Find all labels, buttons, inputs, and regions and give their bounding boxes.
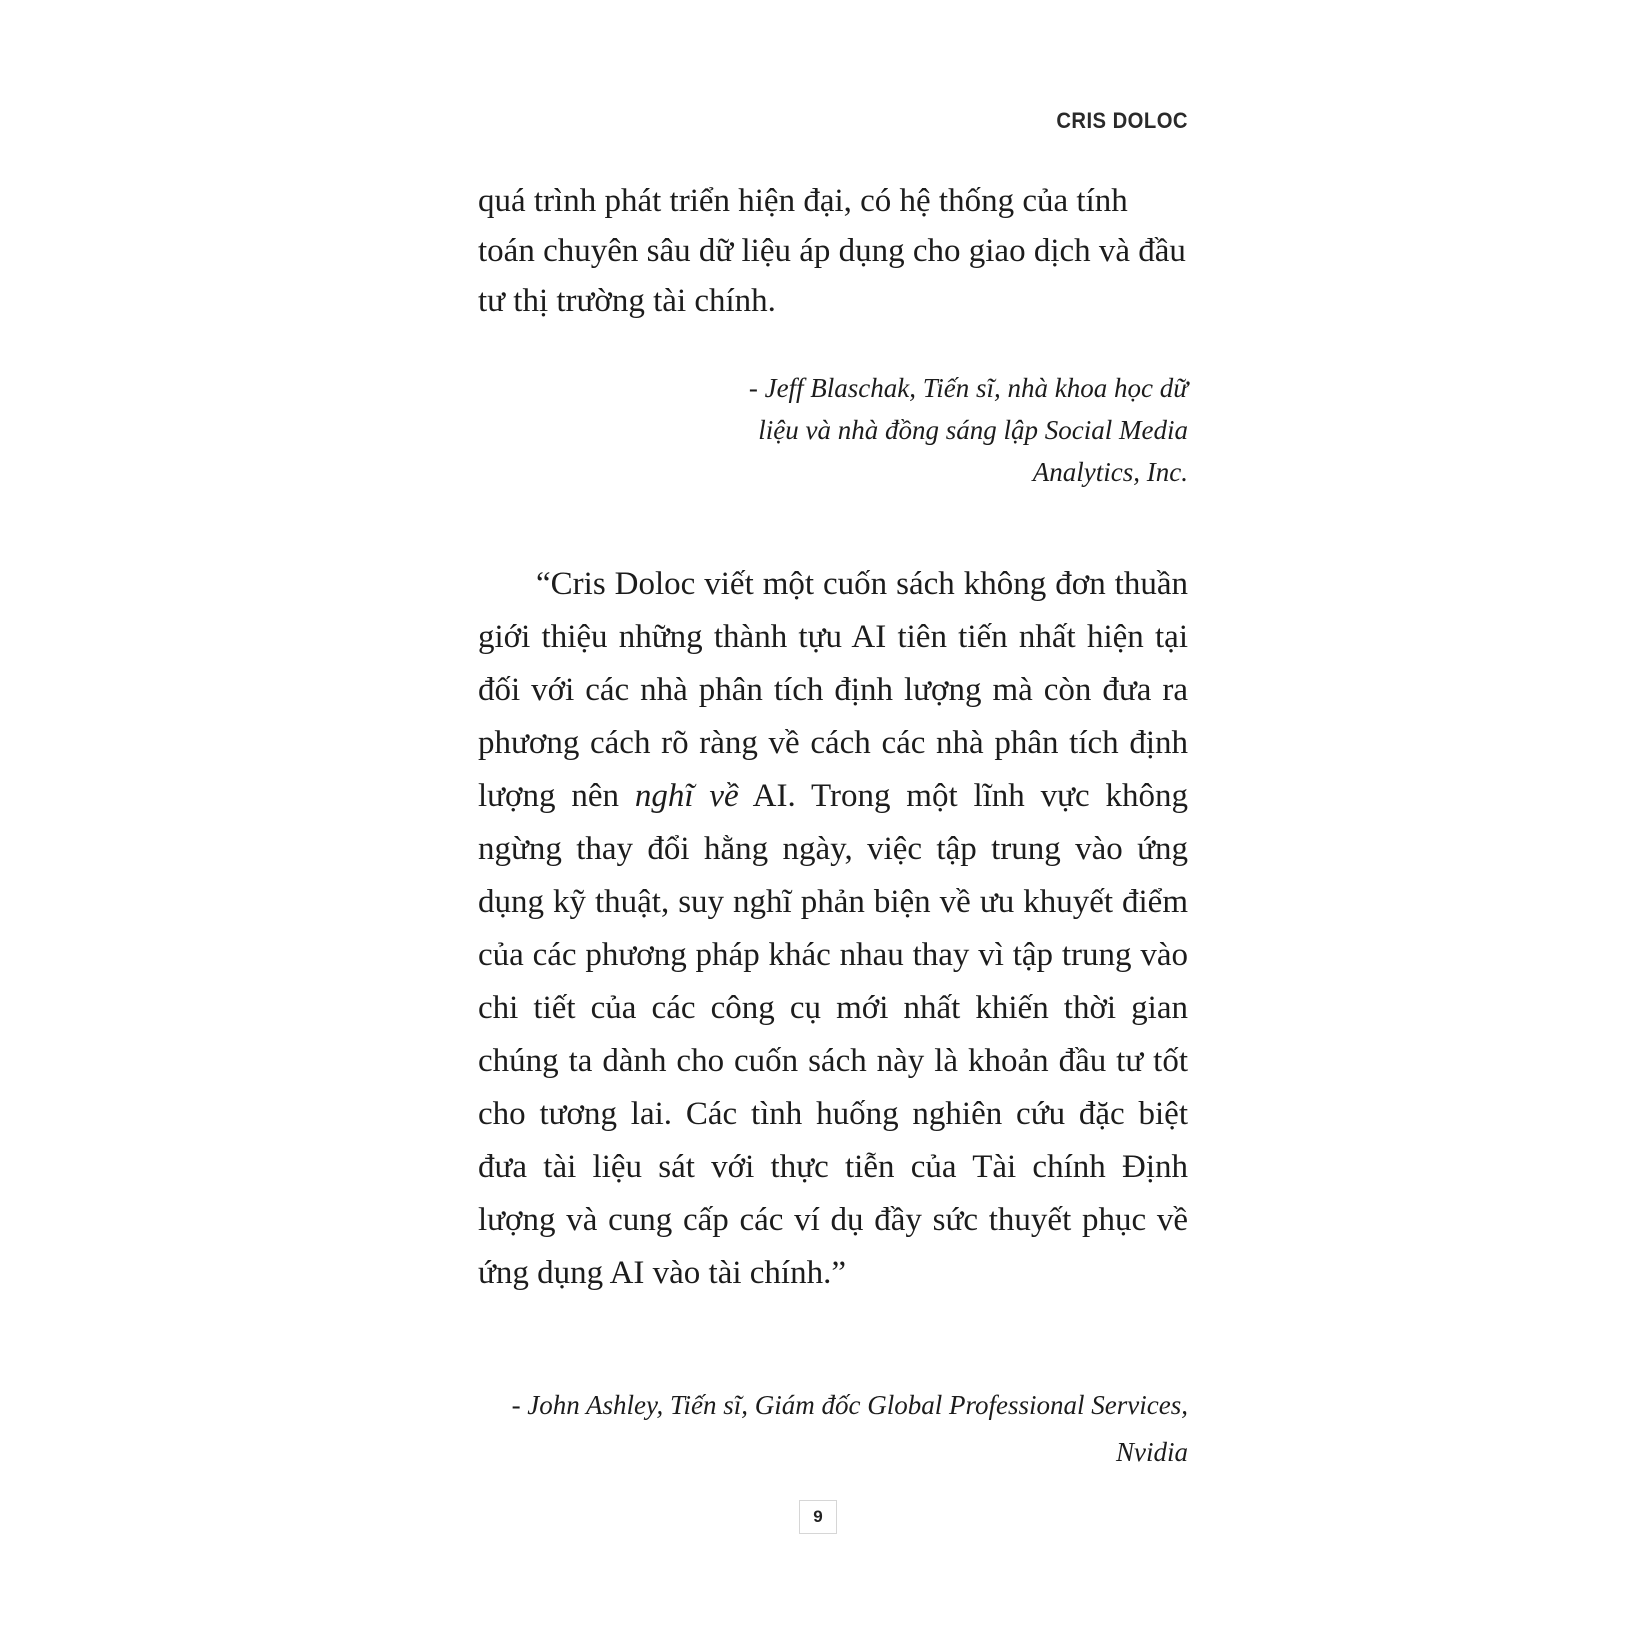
quote-text: “Cris Doloc viết một cuốn sách không đơn thuần giới thiệu những thành tựu AI tiên tiến nhất hiện tại đối với các nhà phân tích định lượng mà còn đưa ra phương cách rõ ràng về cách các nhà phân tích định lượng nên [478,566,1188,814]
attribution-jeff-blaschak [478,367,1188,493]
attribution-line: - Jeff Blaschak, Tiến sĩ, nhà khoa học dữ [748,373,1188,403]
attribution-line: - John Ashley, Tiến sĩ, Giám đốc Global Professional Services, [511,1390,1188,1420]
attribution-john-ashley [478,1382,1188,1476]
testimonial-quote [478,558,1188,1300]
quote-emphasis: nghĩ về [634,778,739,814]
attribution-line: Nvidia [1116,1437,1188,1467]
running-header-author: CRIS DOLOC [1056,108,1188,133]
attribution-line: Analytics, Inc. [1032,457,1188,487]
page-number: 9 [799,1500,837,1534]
quote-text: AI. Trong một lĩnh vực không ngừng thay đổi hằng ngày, việc tập trung vào ứng dụng kỹ thuật, suy nghĩ phản biện về ưu khuyết điểm của các phương pháp khác nhau thay vì tập trung vào chi tiết của các công cụ mới nhất khiến thời gian chúng ta dành cho cuốn sách này là khoản đầu tư tốt cho tương lai. Các tình huống nghiên cứu đặc biệt đưa tài liệu sát với thực tiễn của Tài chính Định lượng và cung cấp các ví dụ đầy sức thuyết phục về ứng dụng AI vào tài chính.” [478,778,1188,1291]
paragraph-continued: quá trình phát triển hiện đại, có hệ thống của tính toán chuyên sâu dữ liệu áp dụng cho giao dịch và đầu tư thị trường tài chính. [478,183,1186,319]
attribution-line: liệu và nhà đồng sáng lập Social Media [758,415,1188,445]
